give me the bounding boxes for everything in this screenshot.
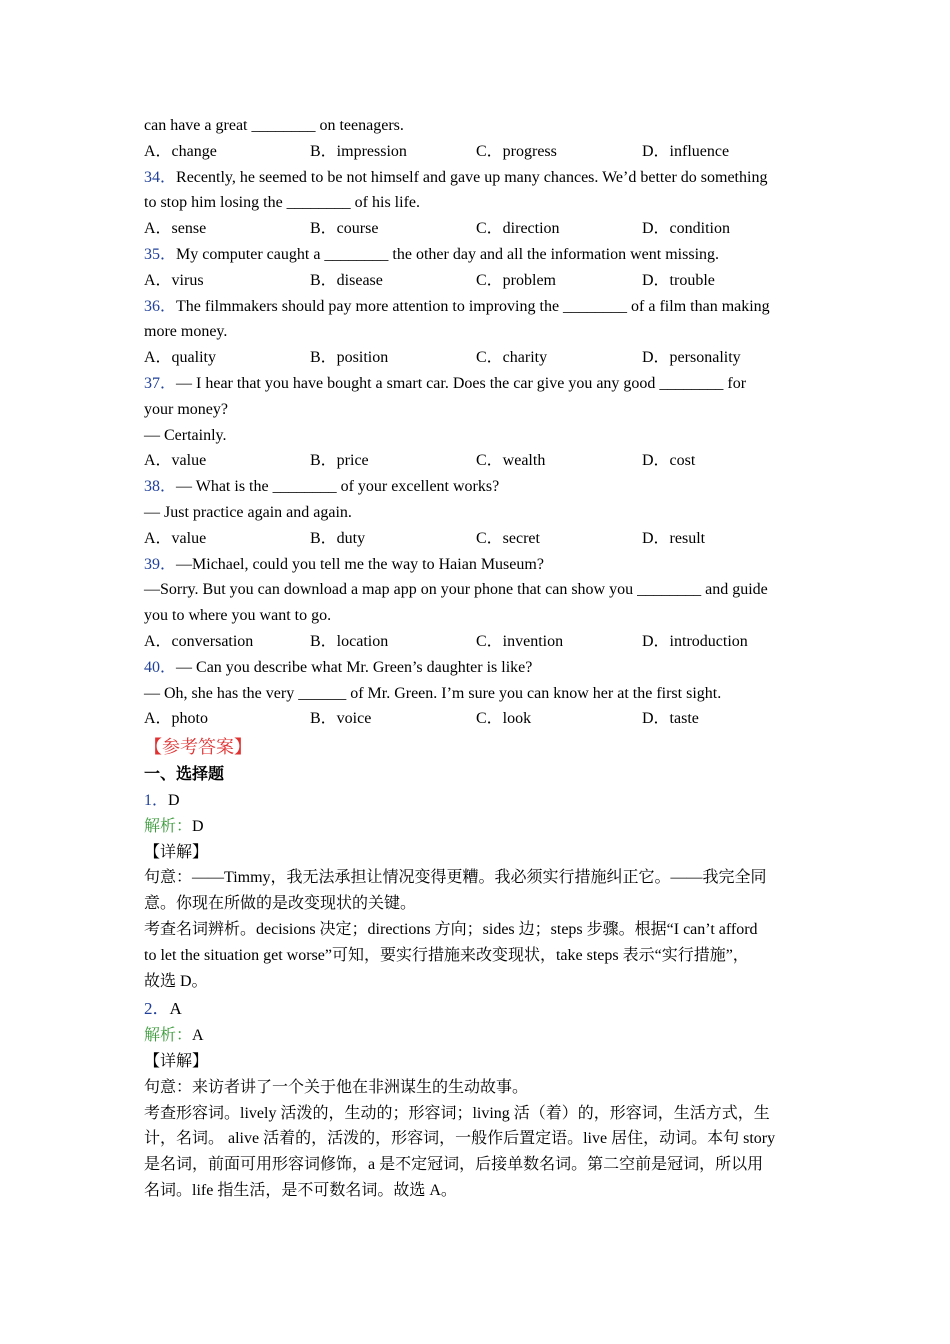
question-number: 37． — [144, 374, 177, 392]
question-38 — [144, 474, 806, 551]
option-b: B．price — [310, 452, 369, 470]
explanation-line: 句意：来访者讲了一个关于他在非洲谋生的生动故事。 — [144, 1078, 529, 1096]
option-a: A．value — [144, 529, 207, 547]
question-text: — Just practice again and again. — [144, 503, 352, 521]
answer-1 — [144, 788, 806, 994]
option-c: C．look — [476, 710, 532, 728]
question-35 — [144, 242, 806, 294]
answer-value: A — [169, 999, 182, 1019]
option-a: A．photo — [144, 710, 209, 728]
question-40 — [144, 655, 806, 732]
explanation-line: 名词。life 指生活，是不可数名词。故选 A。 — [144, 1182, 457, 1200]
explanation-line: 意。你现在所做的是改变现状的关键。 — [144, 895, 417, 913]
document-content — [144, 113, 806, 1204]
question-options — [144, 629, 806, 655]
jiexi-label: 解析： — [144, 1027, 193, 1045]
question-36 — [144, 294, 806, 371]
option-d: D．personality — [642, 349, 741, 367]
option-a: A．conversation — [144, 632, 254, 650]
answer-2 — [144, 994, 806, 1204]
answer-value: D — [168, 791, 180, 809]
answer-number: 2． — [144, 999, 170, 1019]
option-d: D．taste — [642, 710, 699, 728]
explanation-line: 是名词，前面可用形容词修饰，a 是不定冠词，后接单数名词。第二空前是冠词，所以用 — [144, 1156, 764, 1174]
detail-heading: 【详解】 — [144, 843, 209, 861]
option-b: B．course — [310, 220, 379, 238]
option-a: A．change — [144, 142, 217, 160]
question-text: — Oh, she has the very ______ of Mr. Green. I’m sure you can know her at the first sight. — [144, 684, 722, 702]
question-options — [144, 448, 806, 474]
question-number: 38． — [144, 478, 177, 496]
answer-number: 1． — [144, 791, 169, 809]
option-c: C．progress — [476, 142, 557, 160]
question-text: Recently, he seemed to be not himself and gave up many chances. We’d better do something — [176, 168, 768, 186]
option-a: A．sense — [144, 220, 207, 238]
explanation-line: 考查名词辨析。decisions 决定；directions 方向；sides 边；steps 步骤。根据“I can’t afford — [144, 920, 758, 938]
explanation-line: 计，名词。 alive 活着的，活泼的，形容词，一般作后置定语。live 居住，动词。本句 story — [144, 1130, 776, 1148]
question-33-tail: can have a great ________ on teenagers. — [144, 117, 404, 134]
option-c: C．charity — [476, 349, 548, 367]
question-options — [144, 526, 806, 552]
question-text: you to where you want to go. — [144, 607, 332, 625]
question-text: — Certainly. — [144, 426, 227, 444]
question-text: your money? — [144, 400, 228, 418]
option-a: A．virus — [144, 271, 204, 289]
explanation-line: 故选 D。 — [144, 972, 208, 990]
option-b: B．disease — [310, 271, 383, 289]
detail-heading: 【详解】 — [144, 1053, 209, 1071]
section-heading: 一、选择题 — [144, 766, 225, 784]
question-number: 34． — [144, 168, 177, 186]
explanation-line: 考查形容词。lively 活泼的，生动的；形容词；living 活（着）的，形容词，生活方式，生 — [144, 1104, 770, 1122]
option-a: A．value — [144, 452, 207, 470]
question-options — [144, 345, 806, 371]
question-text: The filmmakers should pay more attention to improving the ________ of a film than making — [176, 297, 770, 315]
question-options — [144, 216, 806, 242]
question-text: more money. — [144, 323, 228, 341]
option-b: B．duty — [310, 529, 366, 547]
option-d: D．influence — [642, 142, 730, 160]
explanation-line: to let the situation get worse”可知，要实行措施来改变现状，take steps 表示“实行措施”， — [144, 946, 749, 964]
question-text: My computer caught a ________ the other day and all the information went missing. — [176, 245, 720, 263]
question-text: — What is the ________ of your excellent works? — [176, 478, 500, 496]
option-d: D．condition — [642, 220, 730, 238]
option-d: D．trouble — [642, 271, 715, 289]
option-b: B．location — [310, 632, 389, 650]
option-c: C．direction — [476, 220, 560, 238]
question-text: to stop him losing the ________ of his life. — [144, 194, 420, 212]
question-33-options — [144, 139, 806, 165]
option-c: C．secret — [476, 529, 540, 547]
option-d: D．result — [642, 529, 706, 547]
option-c: C．problem — [476, 271, 556, 289]
option-b: B．voice — [310, 710, 372, 728]
option-a: A．quality — [144, 349, 216, 367]
option-c: C．wealth — [476, 452, 546, 470]
question-37 — [144, 371, 806, 474]
question-options — [144, 706, 806, 732]
question-number: 36． — [144, 297, 177, 315]
question-text: —Sorry. But you can download a map app on your phone that can show you ________ and guide — [144, 581, 768, 599]
option-b: B．position — [310, 349, 389, 367]
question-text: — Can you describe what Mr. Green’s daughter is like? — [176, 658, 533, 676]
option-d: D．introduction — [642, 632, 748, 650]
reference-answer-heading: 【参考答案】 — [144, 737, 252, 758]
jiexi-value: A — [192, 1027, 204, 1045]
question-text: — I hear that you have bought a smart car. Does the car give you any good ________ for — [176, 374, 747, 392]
explanation-line: 句意：——Timmy，我无法承担让情况变得更糟。我必须实行措施纠正它。——我完全同 — [144, 869, 767, 887]
option-d: D．cost — [642, 452, 696, 470]
jiexi-value: D — [192, 817, 204, 835]
question-text: —Michael, could you tell me the way to Haian Museum? — [176, 555, 544, 573]
option-b: B．impression — [310, 142, 407, 160]
question-number: 39． — [144, 555, 177, 573]
question-39 — [144, 552, 806, 655]
question-number: 35． — [144, 245, 177, 263]
question-34 — [144, 165, 806, 242]
jiexi-label: 解析： — [144, 817, 193, 835]
option-c: C．invention — [476, 632, 564, 650]
question-number: 40． — [144, 658, 177, 676]
question-options — [144, 268, 806, 294]
